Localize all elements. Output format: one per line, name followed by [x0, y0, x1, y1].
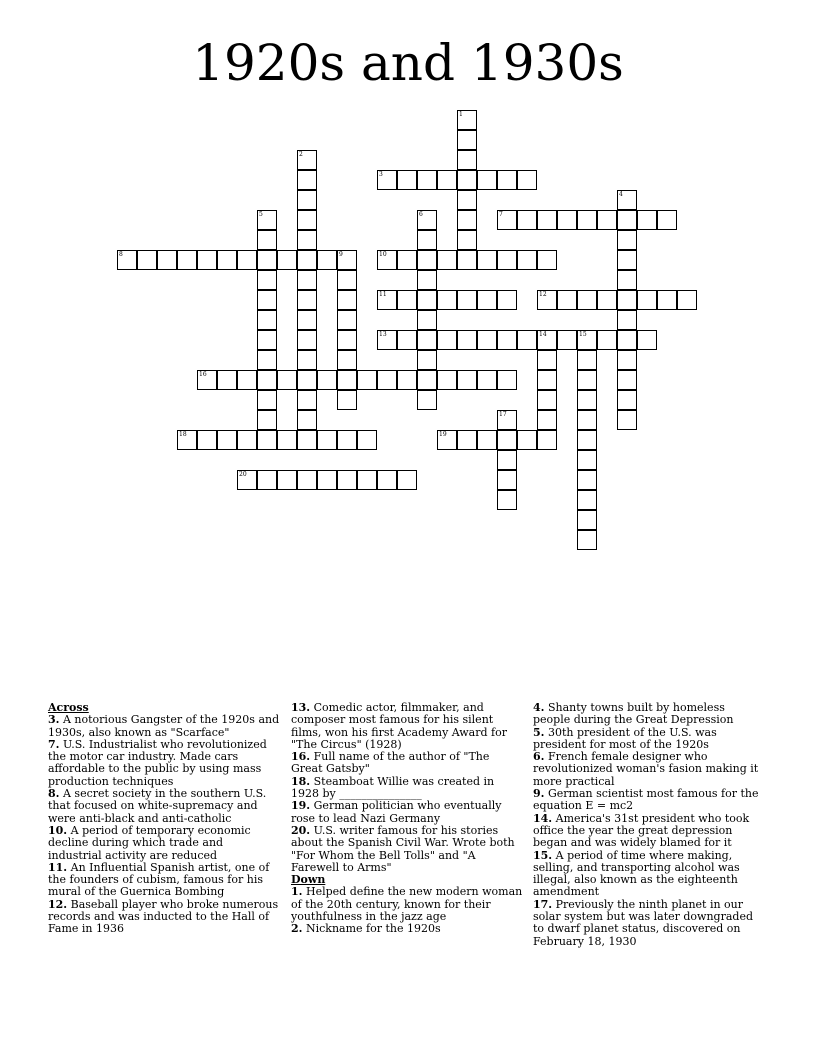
- clue-number-label: 20: [239, 471, 247, 478]
- clue-across-12: 12. Baseball player who broke numerous records and was inducted to the Hall of Fame in 1936: [48, 897, 279, 936]
- grid-cell[interactable]: [197, 250, 217, 270]
- grid-cell[interactable]: [417, 370, 437, 390]
- clue-column-1: [48, 702, 280, 936]
- grid-cell[interactable]: [357, 470, 377, 490]
- grid-cell[interactable]: [477, 290, 497, 310]
- grid-cell[interactable]: [337, 310, 357, 330]
- grid-cell[interactable]: [577, 350, 597, 370]
- across-heading: Across: [48, 701, 89, 714]
- clue-number-label: 4: [619, 191, 623, 198]
- grid-cell[interactable]: [277, 430, 297, 450]
- grid-cell[interactable]: [417, 170, 437, 190]
- grid-cell[interactable]: [497, 410, 517, 430]
- grid-cell[interactable]: [417, 250, 437, 270]
- grid-cell[interactable]: [537, 410, 557, 430]
- grid-cell[interactable]: [297, 150, 317, 170]
- grid-cell[interactable]: [337, 430, 357, 450]
- clue-down-9: 9. German scientist most famous for the equation E = mc2: [533, 787, 759, 813]
- clue-column-3: [533, 702, 765, 948]
- grid-cell[interactable]: [537, 250, 557, 270]
- grid-cell[interactable]: [457, 210, 477, 230]
- grid-cell[interactable]: [617, 410, 637, 430]
- grid-cell[interactable]: [337, 290, 357, 310]
- grid-cell[interactable]: [537, 370, 557, 390]
- grid-cell[interactable]: [417, 230, 437, 250]
- clue-down-4: 4. Shanty towns built by homeless people during the Great Depression: [533, 701, 734, 727]
- grid-cell[interactable]: [497, 250, 517, 270]
- grid-cell[interactable]: [117, 250, 137, 270]
- grid-cell[interactable]: [317, 430, 337, 450]
- grid-cell[interactable]: [237, 370, 257, 390]
- grid-cell[interactable]: [457, 150, 477, 170]
- grid-cell[interactable]: [277, 370, 297, 390]
- grid-cell[interactable]: [257, 470, 277, 490]
- grid-cell[interactable]: [297, 350, 317, 370]
- grid-cell[interactable]: [637, 290, 657, 310]
- grid-cell[interactable]: [137, 250, 157, 270]
- grid-cell[interactable]: [557, 330, 577, 350]
- clue-down-14: 14. America's 31st president who took office the year the great depression began and was widely blamed for it: [533, 811, 750, 850]
- grid-cell[interactable]: [597, 330, 617, 350]
- grid-cell[interactable]: [477, 370, 497, 390]
- clue-number-label: 14: [539, 331, 547, 338]
- grid-cell[interactable]: [157, 250, 177, 270]
- grid-cell[interactable]: [277, 470, 297, 490]
- grid-cell[interactable]: [617, 390, 637, 410]
- grid-cell[interactable]: [257, 410, 277, 430]
- grid-cell[interactable]: [637, 330, 657, 350]
- grid-cell[interactable]: [617, 370, 637, 390]
- grid-cell[interactable]: [417, 350, 437, 370]
- clue-across-11: 11. An Influential Spanish artist, one of the founders of cubism, famous for his mural of the Guernica Bombing: [48, 860, 270, 899]
- clue-number-label: 10: [379, 251, 387, 258]
- clue-across-16: 16. Full name of the author of "The Great Gatsby": [291, 750, 490, 776]
- grid-cell[interactable]: [457, 250, 477, 270]
- grid-cell[interactable]: [297, 210, 317, 230]
- grid-cell[interactable]: [297, 190, 317, 210]
- grid-cell[interactable]: [437, 290, 457, 310]
- grid-cell[interactable]: [417, 330, 437, 350]
- grid-cell[interactable]: [517, 430, 537, 450]
- clue-across-10: 10. A period of temporary economic decline during which trade and industrial activity are reduced: [48, 823, 251, 862]
- grid-cell[interactable]: [397, 170, 417, 190]
- grid-cell[interactable]: [317, 470, 337, 490]
- grid-cell[interactable]: [297, 270, 317, 290]
- clue-down-2: 2. Nickname for the 1920s: [291, 922, 441, 936]
- grid-cell[interactable]: [617, 290, 637, 310]
- grid-cell[interactable]: [217, 370, 237, 390]
- clue-number-label: 3: [379, 171, 383, 178]
- grid-cell[interactable]: [297, 230, 317, 250]
- grid-cell[interactable]: [577, 210, 597, 230]
- clue-down-5: 5. 30th president of the U.S. was president for most of the 1920s: [533, 725, 717, 751]
- clue-number-label: 15: [579, 331, 587, 338]
- grid-cell[interactable]: [337, 270, 357, 290]
- clue-down-1: 1. Helped define the new modern woman of the 20th century, known for their youthfulness in the jazz age: [291, 885, 523, 924]
- down-heading: Down: [291, 873, 326, 887]
- clue-across-18: 18. Steamboat Willie was created in 1928 by _______________: [291, 774, 495, 801]
- grid-cell[interactable]: [557, 290, 577, 310]
- grid-cell[interactable]: [537, 290, 557, 310]
- grid-cell[interactable]: [337, 350, 357, 370]
- grid-cell[interactable]: [497, 470, 517, 490]
- grid-cell[interactable]: [557, 210, 577, 230]
- grid-cell[interactable]: [617, 310, 637, 330]
- grid-cell[interactable]: [257, 230, 277, 250]
- grid-cell[interactable]: [477, 250, 497, 270]
- grid-cell[interactable]: [457, 130, 477, 150]
- grid-cell[interactable]: [637, 210, 657, 230]
- grid-cell[interactable]: [497, 330, 517, 350]
- grid-cell[interactable]: [397, 290, 417, 310]
- grid-cell[interactable]: [457, 430, 477, 450]
- grid-cell[interactable]: [377, 290, 397, 310]
- grid-cell[interactable]: [577, 290, 597, 310]
- grid-cell[interactable]: [257, 370, 277, 390]
- grid-cell[interactable]: [297, 290, 317, 310]
- grid-cell[interactable]: [197, 370, 217, 390]
- grid-cell[interactable]: [237, 250, 257, 270]
- clue-across-7: 7. U.S. Industrialist who revolutionized the motor car industry. Made cars affordable to the public by using mass production techniques: [48, 737, 267, 788]
- grid-cell[interactable]: [257, 390, 277, 410]
- grid-cell[interactable]: [577, 470, 597, 490]
- grid-cell[interactable]: [297, 430, 317, 450]
- clue-number-label: 18: [179, 431, 187, 438]
- grid-cell[interactable]: [377, 470, 397, 490]
- clue-across-13: 13. Comedic actor, filmmaker, and composer most famous for his silent films, won his first Academy Award for "The Circus" (1928): [291, 701, 507, 751]
- grid-cell[interactable]: [517, 170, 537, 190]
- grid-cell[interactable]: [417, 270, 437, 290]
- clue-across-20: 20. U.S. writer famous for his stories about the Spanish Civil War. Wrote both "For Whom the Bell Tolls" and "A Farewell to Arms": [291, 823, 515, 874]
- clue-number-label: 5: [259, 211, 263, 218]
- grid-cell[interactable]: [657, 290, 677, 310]
- grid-cell[interactable]: [437, 330, 457, 350]
- grid-cell[interactable]: [497, 490, 517, 510]
- clue-number-label: 12: [539, 291, 547, 298]
- grid-cell[interactable]: [617, 190, 637, 210]
- grid-cell[interactable]: [457, 190, 477, 210]
- grid-cell[interactable]: [377, 250, 397, 270]
- grid-cell[interactable]: [417, 210, 437, 230]
- grid-cell[interactable]: [437, 430, 457, 450]
- grid-cell[interactable]: [297, 470, 317, 490]
- grid-cell[interactable]: [537, 390, 557, 410]
- grid-cell[interactable]: [617, 230, 637, 250]
- grid-cell[interactable]: [257, 350, 277, 370]
- clue-column-2: [291, 702, 523, 936]
- grid-cell[interactable]: [497, 430, 517, 450]
- grid-cell[interactable]: [497, 370, 517, 390]
- grid-cell[interactable]: [437, 370, 457, 390]
- grid-cell[interactable]: [317, 370, 337, 390]
- grid-cell[interactable]: [377, 170, 397, 190]
- grid-cell[interactable]: [317, 250, 337, 270]
- grid-cell[interactable]: [297, 370, 317, 390]
- grid-cell[interactable]: [417, 390, 437, 410]
- grid-cell[interactable]: [297, 250, 317, 270]
- clue-down-17: 17. Previously the ninth planet in our solar system but was later downgraded to dwarf planet status, discovered on February 18, 1930: [533, 897, 753, 948]
- clue-number-label: 13: [379, 331, 387, 338]
- grid-cell[interactable]: [497, 450, 517, 470]
- clue-number-label: 8: [119, 251, 123, 258]
- grid-cell[interactable]: [597, 210, 617, 230]
- clue-number-label: 19: [439, 431, 447, 438]
- grid-cell[interactable]: [457, 230, 477, 250]
- grid-cell[interactable]: [457, 170, 477, 190]
- clue-down-6: 6. French female designer who revolutionized woman's fasion making it more practical: [533, 750, 759, 788]
- grid-cell[interactable]: [237, 470, 257, 490]
- grid-cell[interactable]: [377, 330, 397, 350]
- grid-cell[interactable]: [257, 210, 277, 230]
- grid-cell[interactable]: [397, 250, 417, 270]
- grid-cell[interactable]: [257, 310, 277, 330]
- grid-cell[interactable]: [537, 430, 557, 450]
- grid-cell[interactable]: [497, 170, 517, 190]
- grid-cell[interactable]: [657, 210, 677, 230]
- grid-cell[interactable]: [437, 250, 457, 270]
- grid-cell[interactable]: [497, 210, 517, 230]
- grid-cell[interactable]: [617, 350, 637, 370]
- grid-cell[interactable]: [577, 490, 597, 510]
- grid-cell[interactable]: [237, 430, 257, 450]
- grid-cell[interactable]: [217, 430, 237, 450]
- grid-cell[interactable]: [457, 330, 477, 350]
- grid-cell[interactable]: [617, 250, 637, 270]
- grid-cell[interactable]: [297, 410, 317, 430]
- grid-cell[interactable]: [257, 270, 277, 290]
- grid-cell[interactable]: [397, 370, 417, 390]
- grid-cell[interactable]: [437, 170, 457, 190]
- grid-cell[interactable]: [297, 170, 317, 190]
- grid-cell[interactable]: [397, 470, 417, 490]
- grid-cell[interactable]: [337, 470, 357, 490]
- grid-cell[interactable]: [597, 290, 617, 310]
- grid-cell[interactable]: [377, 370, 397, 390]
- clue-across-8: 8. A secret society in the southern U.S. that focused on white-supremacy and were anti-black and anti-catholic: [48, 787, 267, 825]
- clue-number-label: 17: [499, 411, 507, 418]
- grid-cell[interactable]: [517, 250, 537, 270]
- clue-number-label: 9: [339, 251, 343, 258]
- grid-cell[interactable]: [477, 430, 497, 450]
- grid-cell[interactable]: [517, 330, 537, 350]
- grid-cell[interactable]: [337, 250, 357, 270]
- grid-cell[interactable]: [677, 290, 697, 310]
- grid-cell[interactable]: [457, 290, 477, 310]
- grid-cell[interactable]: [577, 510, 597, 530]
- clue-across-19: 19. German politician who eventually rose to lead Nazi Germany: [291, 799, 502, 825]
- grid-cell[interactable]: [257, 430, 277, 450]
- grid-cell[interactable]: [477, 170, 497, 190]
- grid-cell[interactable]: [577, 390, 597, 410]
- clue-number-label: 11: [379, 291, 387, 298]
- grid-cell[interactable]: [197, 430, 217, 450]
- grid-cell[interactable]: [577, 530, 597, 550]
- clue-number-label: 7: [499, 211, 503, 218]
- grid-cell[interactable]: [577, 450, 597, 470]
- clue-number-label: 16: [199, 371, 207, 378]
- clue-number-label: 6: [419, 211, 423, 218]
- grid-cell[interactable]: [617, 330, 637, 350]
- grid-cell[interactable]: [577, 430, 597, 450]
- clue-across-3: 3. A notorious Gangster of the 1920s and 1930s, also known as "Scarface": [48, 713, 280, 739]
- grid-cell[interactable]: [257, 250, 277, 270]
- grid-cell[interactable]: [177, 250, 197, 270]
- grid-cell[interactable]: [297, 390, 317, 410]
- grid-cell[interactable]: [177, 430, 197, 450]
- grid-cell[interactable]: [477, 330, 497, 350]
- clue-number-label: 1: [459, 111, 463, 118]
- grid-cell[interactable]: [577, 370, 597, 390]
- grid-cell[interactable]: [397, 330, 417, 350]
- grid-cell[interactable]: [417, 310, 437, 330]
- grid-cell[interactable]: [457, 370, 477, 390]
- grid-cell[interactable]: [517, 210, 537, 230]
- grid-cell[interactable]: [537, 210, 557, 230]
- grid-cell[interactable]: [357, 430, 377, 450]
- grid-cell[interactable]: [337, 330, 357, 350]
- grid-cell[interactable]: [257, 290, 277, 310]
- grid-cell[interactable]: [537, 350, 557, 370]
- grid-cell[interactable]: [617, 270, 637, 290]
- clue-down-15: 15. A period of time where making, selling, and transporting alcohol was illegal, also known as the eighteenth amendment: [533, 848, 740, 899]
- grid-cell[interactable]: [217, 250, 237, 270]
- grid-cell[interactable]: [277, 250, 297, 270]
- grid-cell[interactable]: [617, 210, 637, 230]
- grid-cell[interactable]: [497, 290, 517, 310]
- grid-cell[interactable]: [457, 110, 477, 130]
- grid-cell[interactable]: [577, 410, 597, 430]
- grid-cell[interactable]: [357, 370, 377, 390]
- grid-cell[interactable]: [417, 290, 437, 310]
- clue-number-label: 2: [299, 151, 303, 158]
- grid-cell[interactable]: [297, 330, 317, 350]
- page-title: 1920s and 1930s: [192, 34, 624, 92]
- grid-cell[interactable]: [337, 390, 357, 410]
- grid-cell[interactable]: [297, 310, 317, 330]
- grid-cell[interactable]: [257, 330, 277, 350]
- grid-cell[interactable]: [537, 330, 557, 350]
- grid-cell[interactable]: [337, 370, 357, 390]
- grid-cell[interactable]: [577, 330, 597, 350]
